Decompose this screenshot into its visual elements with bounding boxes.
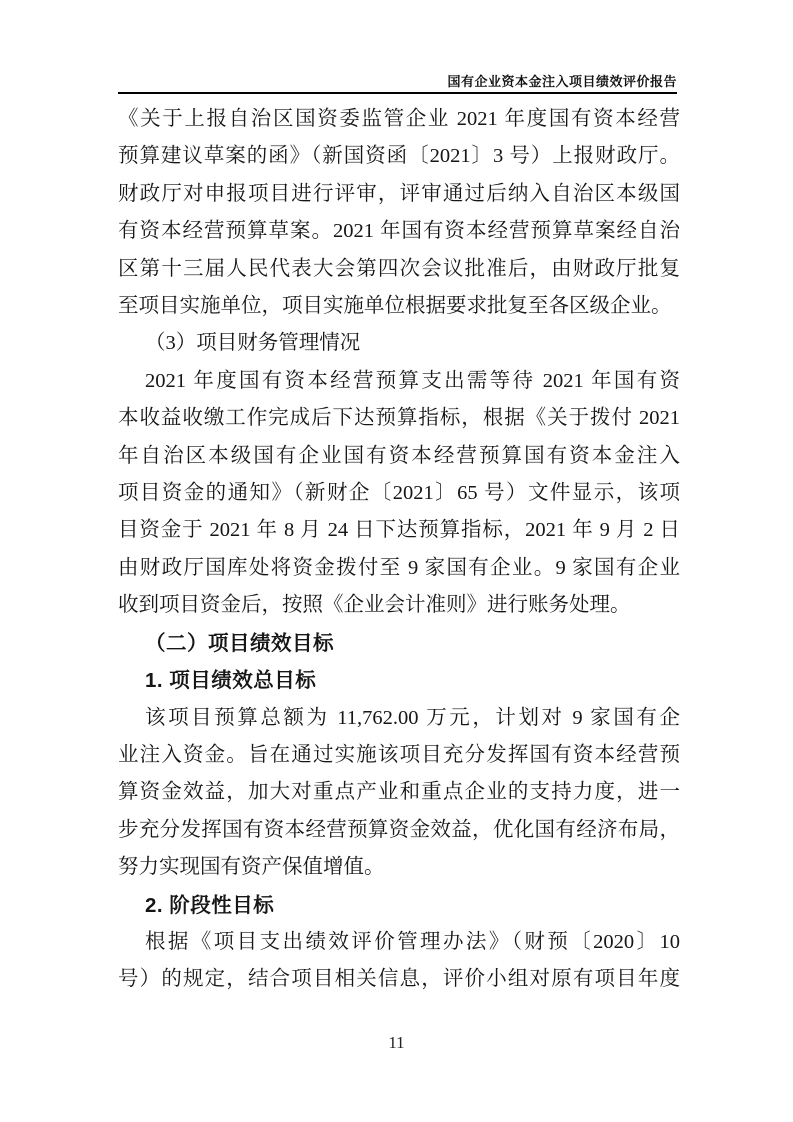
text-line: 号）的规定，结合项目相关信息，评价小组对原有项目年度 [118, 968, 680, 991]
text-line: 预算建议草案的函》（新国资函〔2021〕3 号）上报财政厅。 [118, 145, 680, 168]
text-line: 财政厅对申报项目进行评审，评审通过后纳入自治区本级国 [118, 182, 680, 205]
header-rule [118, 92, 677, 94]
text-line: 努力实现国有资产保值增值。 [118, 856, 385, 879]
running-header-title: 国有企业资本金注入项目绩效评价报告 [447, 74, 677, 89]
section-heading [118, 887, 680, 924]
paragraph [118, 700, 680, 887]
paragraph [118, 924, 680, 999]
text-line: （3）项目财务管理情况 [145, 332, 361, 355]
document-body [118, 101, 680, 999]
text-line: 目资金于 2021 年 8 月 24 日下达预算指标，2021 年 9 月 2 日 [118, 519, 680, 542]
paragraph [118, 101, 680, 325]
text-line: 收到项目资金后，按照《企业会计准则》进行账务处理。 [118, 594, 631, 617]
text-line: 2. 阶段性目标 [145, 893, 275, 917]
text-line: 项目资金的通知》（新财企〔2021〕65 号）文件显示，该项 [118, 482, 680, 505]
page-number: 11 [388, 1033, 405, 1052]
text-line: 业注入资金。旨在通过实施该项目充分发挥国有资本经营预 [118, 743, 680, 766]
text-line: 1. 项目绩效总目标 [145, 669, 317, 693]
paragraph [118, 363, 680, 625]
text-line: 算资金效益，加大对重点产业和重点企业的支持力度，进一 [118, 781, 680, 804]
text-line: 步充分发挥国有资本经营预算资金效益，优化国有经济布局， [118, 818, 680, 841]
text-line: 年自治区本级国有企业国有资本经营预算国有资本金注入 [118, 444, 680, 467]
text-line: 2021 年度国有资本经营预算支出需等待 2021 年国有资 [145, 369, 680, 392]
paragraph [118, 325, 680, 362]
text-line: 至项目实施单位，项目实施单位根据要求批复至各区级企业。 [118, 295, 672, 318]
section-heading [118, 625, 680, 662]
section-heading [118, 662, 680, 699]
text-line: 根据《项目支出绩效评价管理办法》（财预〔2020〕10 [145, 930, 680, 953]
text-line: 区第十三届人民代表大会第四次会议批准后，由财政厅批复 [118, 257, 680, 280]
text-line: 该项目预算总额为 11,762.00 万元，计划对 9 家国有企 [145, 706, 680, 729]
text-line: 有资本经营预算草案。2021 年国有资本经营预算草案经自治 [118, 220, 680, 243]
text-line: 本收益收缴工作完成后下达预算指标，根据《关于拨付 2021 [118, 407, 680, 430]
text-line: 由财政厅国库处将资金拨付至 9 家国有企业。9 家国有企业 [118, 556, 680, 579]
text-line: 《关于上报自治区国资委监管企业 2021 年度国有资本经营 [118, 108, 680, 130]
text-line: （二）项目绩效目标 [145, 631, 334, 655]
